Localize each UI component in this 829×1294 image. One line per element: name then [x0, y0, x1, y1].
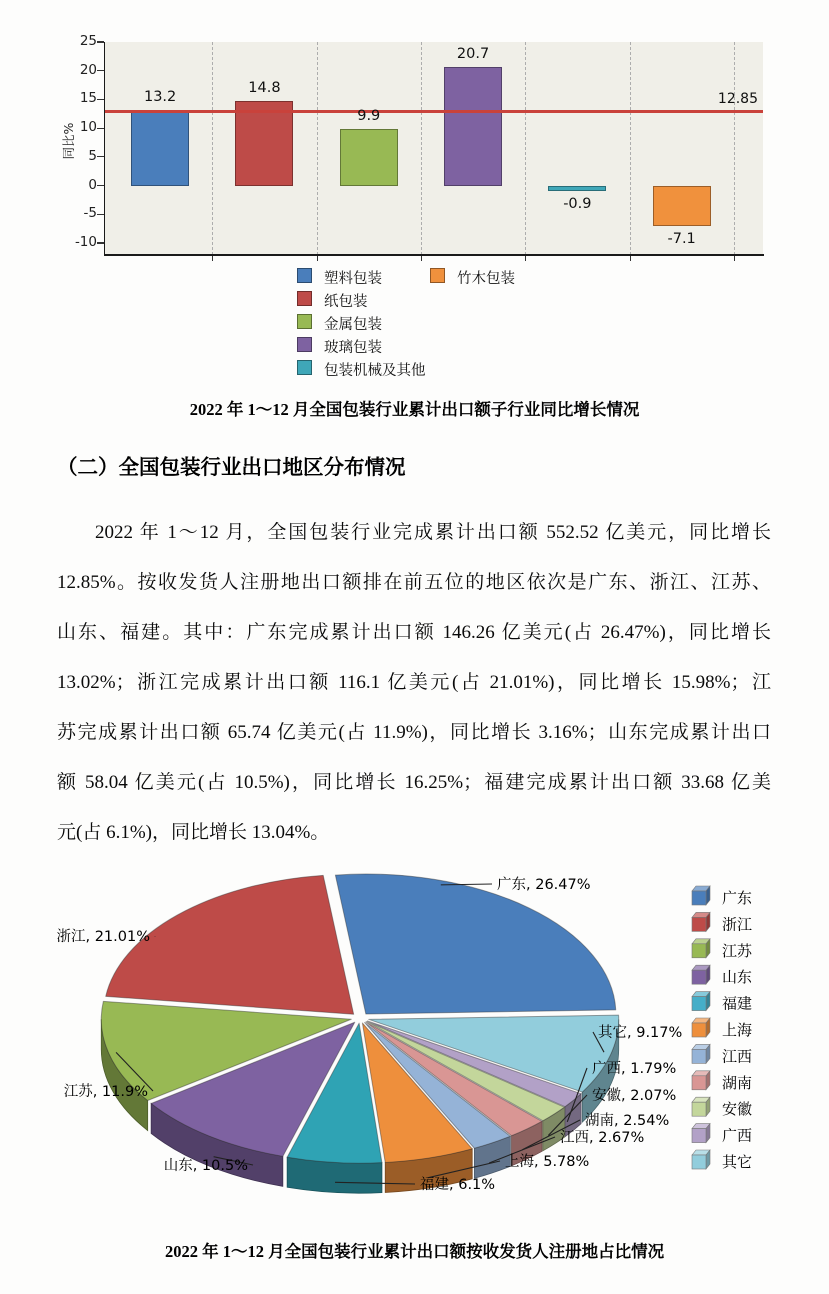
y-axis-tick — [97, 99, 104, 100]
grid-line — [212, 42, 213, 255]
pie-label: 福建, 6.1% — [420, 1177, 496, 1193]
legend-cube-front — [692, 1129, 706, 1143]
pie-label: 江西, 2.67% — [560, 1130, 645, 1146]
y-axis-tick — [97, 185, 104, 186]
paragraph-line: 12.85%。按收发货人注册地出口额排在前五位的地区依次是广东、浙江、江苏、 — [57, 572, 771, 593]
section-heading: （二）全国包装行业出口地区分布情况 — [57, 457, 406, 479]
bar — [548, 186, 606, 191]
pie-legend-label: 江西 — [722, 1047, 753, 1066]
pie-chart — [0, 855, 829, 1225]
bar-value-label: 14.8 — [248, 79, 281, 96]
legend-swatch — [297, 337, 312, 352]
legend-label: 塑料包装 — [324, 271, 382, 287]
legend-swatch — [297, 314, 312, 329]
pie-label: 广东, 26.47% — [497, 877, 591, 893]
pie-legend-label: 广东 — [722, 889, 753, 907]
bar-value-label: -7.1 — [667, 231, 696, 248]
bar — [340, 129, 398, 186]
y-tick-label: 25 — [79, 33, 97, 49]
pie-svg — [0, 855, 829, 1225]
pie-label: 江苏, 11.9% — [63, 1084, 148, 1100]
y-axis-title: 同比% — [61, 122, 76, 160]
pie-legend-label: 广西 — [722, 1126, 753, 1145]
bar — [653, 186, 711, 227]
legend-swatch — [297, 268, 312, 283]
bar-chart-caption: 2022 年 1～12 月全国包装行业累计出口额子行业同比增长情况 — [189, 400, 640, 419]
legend-cube-front — [692, 1049, 706, 1063]
grid-line — [525, 42, 526, 255]
bar-chart — [0, 0, 829, 390]
bar-value-label: 13.2 — [143, 88, 177, 105]
paragraph-line: 额 58.04 亿美元(占 10.5%)，同比增长 16.25%；福建完成累计出口额 33.68 亿美 — [57, 772, 771, 793]
y-tick-label: -10 — [74, 234, 97, 250]
x-axis-tick — [421, 256, 422, 261]
grid-line — [734, 42, 735, 255]
y-tick-label: 20 — [79, 61, 97, 78]
pie-legend-label: 其它 — [722, 1153, 753, 1171]
bar — [131, 110, 189, 186]
y-axis-tick — [97, 156, 104, 157]
pie-legend-label: 江苏 — [722, 941, 753, 960]
bar-value-label: 20.7 — [456, 45, 490, 62]
legend-cube-front — [692, 1076, 706, 1090]
pie-label: 安徽, 2.07% — [592, 1088, 677, 1104]
pie-label: 浙江, 21.01% — [56, 929, 150, 945]
grid-line — [317, 42, 318, 255]
y-tick-label: 10 — [79, 119, 97, 136]
paragraph-line: 苏完成累计出口额 65.74 亿美元(占 11.9%)，同比增长 3.16%；山东完成累计出口 — [57, 722, 771, 743]
legend-label: 纸包装 — [324, 294, 368, 310]
paragraph-line: 元(占 6.1%)，同比增长 13.04%。 — [57, 822, 330, 843]
pie-legend-label: 浙江 — [722, 915, 753, 934]
y-tick-label: 15 — [79, 90, 97, 107]
legend-label: 包装机械及其他 — [324, 363, 426, 379]
paragraph-line: 山东、福建。其中：广东完成累计出口额 146.26 亿美元(占 26.47%)，同比增长 — [57, 622, 771, 643]
pie-slice — [335, 874, 615, 1014]
reference-line-label: 12.85 — [717, 90, 758, 107]
legend-cube-front — [692, 917, 706, 931]
x-axis-tick — [630, 256, 631, 261]
x-axis-tick — [525, 256, 526, 261]
pie-legend-label: 山东 — [722, 968, 753, 987]
legend-cube-front — [692, 997, 706, 1011]
pie-label: 广西, 1.79% — [592, 1061, 677, 1077]
pie-chart-caption: 2022 年 1～12 月全国包装行业累计出口额按收发货人注册地占比情况 — [164, 1242, 665, 1261]
y-axis — [104, 42, 106, 255]
pie-label: 其它, 9.17% — [598, 1025, 683, 1041]
legend-cube-front — [692, 1023, 706, 1037]
bar — [235, 101, 293, 186]
legend-swatch — [297, 360, 312, 375]
legend-label: 金属包装 — [324, 317, 382, 333]
bar — [444, 67, 502, 186]
legend-swatch — [430, 268, 445, 283]
legend-cube-front — [692, 944, 706, 958]
paragraph-line: 2022 年 1～12 月，全国包装行业完成累计出口额 552.52 亿美元，同比增长 — [95, 522, 771, 543]
y-axis-tick — [97, 41, 104, 42]
y-axis-tick — [97, 70, 104, 71]
legend-cube-front — [692, 1102, 706, 1116]
legend-label: 玻璃包装 — [324, 340, 382, 356]
bar-value-label: -0.9 — [563, 195, 592, 212]
grid-line — [421, 42, 422, 255]
pie-label: 山东, 10.5% — [163, 1158, 248, 1174]
legend-cube-front — [692, 1155, 706, 1169]
pie-label: 上海, 5.78% — [505, 1154, 590, 1170]
legend-swatch — [297, 291, 312, 306]
body-paragraph — [57, 508, 771, 858]
y-tick-label: 5 — [88, 147, 97, 164]
pie-legend-label: 湖南 — [722, 1073, 753, 1092]
legend-cube-front — [692, 970, 706, 984]
paragraph-line: 13.02%；浙江完成累计出口额 116.1 亿美元(占 21.01%)，同比增长 15.98%；江 — [57, 672, 771, 693]
x-axis — [104, 254, 764, 256]
reference-line — [105, 110, 763, 113]
y-axis-tick — [97, 214, 104, 215]
bar-value-label: 9.9 — [357, 107, 381, 124]
y-axis-tick — [97, 128, 104, 129]
y-tick-label: 0 — [88, 176, 97, 193]
y-tick-label: -5 — [83, 205, 97, 222]
grid-line — [630, 42, 631, 255]
y-axis-tick — [97, 242, 104, 243]
pie-legend-label: 福建 — [722, 994, 753, 1013]
x-axis-tick — [734, 256, 735, 261]
pie-legend-label: 安徽 — [722, 1100, 753, 1119]
legend-label: 竹木包装 — [457, 271, 515, 287]
pie-legend-label: 上海 — [722, 1021, 753, 1039]
x-axis-tick — [317, 256, 318, 261]
pie-label: 湖南, 2.54% — [585, 1113, 670, 1129]
x-axis-tick — [212, 256, 213, 261]
legend-cube-front — [692, 891, 706, 905]
